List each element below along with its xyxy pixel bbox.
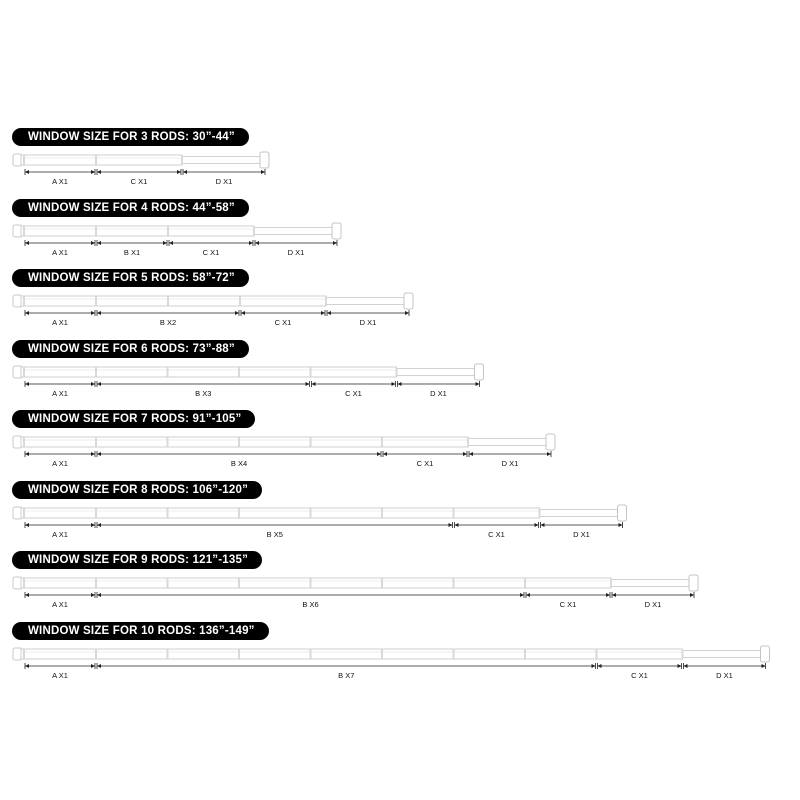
dimension-c — [312, 381, 396, 398]
rod-section — [0, 622, 800, 682]
dimension-a — [25, 310, 95, 327]
segment-label: B X6 — [302, 600, 319, 609]
segment-label: A X1 — [52, 459, 68, 468]
segment-label: D X1 — [501, 459, 519, 468]
dimension-d — [469, 451, 551, 468]
dimension-d — [398, 381, 480, 398]
segment-label: A X1 — [52, 388, 68, 398]
dimension-a — [25, 663, 95, 680]
section-title: WINDOW SIZE FOR 4 RODS: 44”-58” — [12, 199, 249, 217]
rod-section — [0, 128, 800, 188]
rod-section — [0, 199, 800, 259]
section-title: WINDOW SIZE FOR 10 RODS: 136”-149” — [12, 622, 269, 640]
dimension-b — [97, 522, 453, 539]
rod-section — [0, 551, 800, 611]
rod — [13, 364, 484, 380]
rod — [13, 646, 770, 662]
rod-drawing — [0, 199, 800, 259]
section-title: WINDOW SIZE FOR 8 RODS: 106”-120” — [12, 481, 262, 499]
dimension-b — [97, 592, 524, 609]
segment-label: D X1 — [644, 600, 662, 609]
rod-drawing — [0, 551, 800, 611]
segment-label: C X1 — [488, 529, 505, 539]
rod — [13, 505, 627, 521]
dimension-c — [526, 592, 610, 609]
rod-drawing — [0, 128, 800, 188]
section-title: WINDOW SIZE FOR 5 RODS: 58”-72” — [12, 269, 249, 287]
segment-label: D X1 — [573, 529, 590, 539]
rod-section — [0, 410, 800, 470]
segment-label: C X1 — [559, 600, 577, 609]
rod-drawing — [0, 622, 800, 682]
dimension-d — [255, 240, 337, 257]
dimension-c — [97, 169, 181, 186]
dimension-d — [684, 663, 766, 680]
segment-label: D X1 — [287, 247, 305, 257]
rod-drawing — [0, 269, 800, 329]
dimension-b — [97, 663, 596, 680]
segment-label: B X4 — [230, 459, 248, 468]
dimension-d — [327, 310, 409, 327]
dimension-b — [97, 310, 239, 327]
section-title: WINDOW SIZE FOR 3 RODS: 30”-44” — [12, 128, 249, 146]
section-title: WINDOW SIZE FOR 6 RODS: 73”-88” — [12, 340, 249, 358]
dimension-b — [97, 451, 381, 468]
segment-label: D X1 — [215, 177, 233, 186]
segment-label: B X2 — [159, 318, 177, 327]
dimension-c — [598, 663, 682, 680]
rod — [13, 434, 555, 450]
segment-label: A X1 — [52, 600, 68, 609]
segment-label: A X1 — [52, 247, 68, 257]
dimension-a — [25, 522, 95, 539]
segment-label: C X1 — [130, 177, 148, 186]
segment-label: B X1 — [123, 247, 141, 257]
rod-drawing — [0, 481, 800, 541]
dimension-b — [97, 240, 167, 257]
segment-label: C X1 — [416, 459, 434, 468]
segment-label: B X7 — [338, 670, 355, 680]
dimension-d — [612, 592, 694, 609]
segment-label: A X1 — [52, 177, 68, 186]
rod — [13, 293, 413, 309]
segment-label: D X1 — [430, 388, 447, 398]
segment-label: A X1 — [52, 670, 68, 680]
rod — [13, 223, 341, 239]
dimension-d — [183, 169, 265, 186]
segment-label: C X1 — [345, 388, 362, 398]
section-title: WINDOW SIZE FOR 9 RODS: 121”-135” — [12, 551, 262, 569]
segment-label: C X1 — [202, 247, 220, 257]
rod-drawing — [0, 340, 800, 400]
rod-section — [0, 269, 800, 329]
segment-label: B X5 — [266, 529, 283, 539]
section-title: WINDOW SIZE FOR 7 RODS: 91”-105” — [12, 410, 255, 428]
dimension-d — [541, 522, 623, 539]
segment-label: A X1 — [52, 318, 68, 327]
dimension-a — [25, 169, 95, 186]
rod-drawing — [0, 410, 800, 470]
dimension-c — [169, 240, 253, 257]
dimension-b — [97, 381, 310, 398]
segment-label: D X1 — [359, 318, 377, 327]
segment-label: B X3 — [195, 388, 212, 398]
dimension-a — [25, 381, 95, 398]
rod — [13, 152, 269, 168]
dimension-a — [25, 592, 95, 609]
rod-section — [0, 481, 800, 541]
rod-section — [0, 340, 800, 400]
dimension-c — [383, 451, 467, 468]
segment-label: C X1 — [631, 670, 648, 680]
segment-label: C X1 — [274, 318, 292, 327]
dimension-c — [455, 522, 539, 539]
dimension-a — [25, 451, 95, 468]
rod — [13, 575, 698, 591]
dimension-c — [241, 310, 325, 327]
dimension-a — [25, 240, 95, 257]
segment-label: A X1 — [52, 529, 68, 539]
segment-label: D X1 — [716, 670, 733, 680]
